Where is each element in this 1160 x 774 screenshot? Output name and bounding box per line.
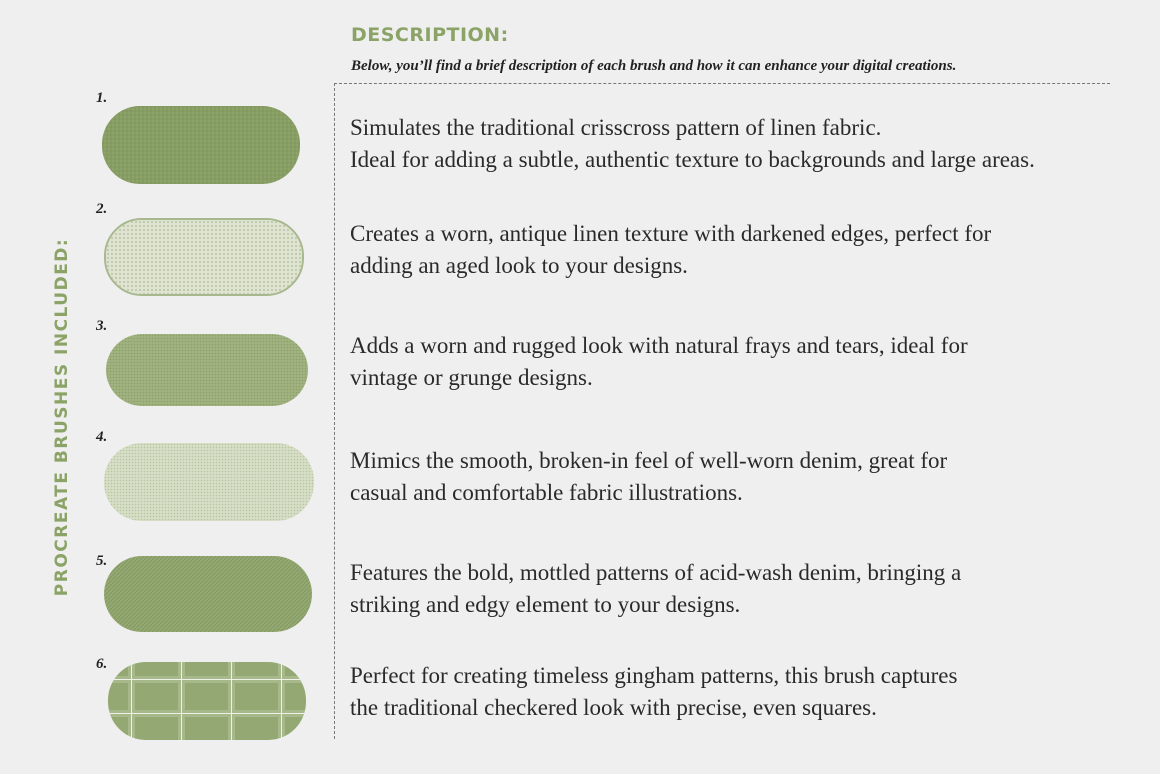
brush-swatch-frayed [106,334,308,406]
brush-description-line: casual and comfortable fabric illustrations. [350,480,743,505]
side-title: PROCREATE BRUSHES INCLUDED: [52,237,72,597]
brush-swatch-acid-wash [104,556,312,632]
brush-description-line: Simulates the traditional crisscross pattern of linen fabric. [350,115,882,140]
brush-description-line: Features the bold, mottled patterns of acid-wash denim, bringing a [350,560,962,585]
brush-description-line: Creates a worn, antique linen texture with darkened edges, perfect for [350,221,992,246]
brush-number: 1. [96,90,108,106]
description-subtitle: Below, you’ll find a brief description of each brush and how it can enhance your digital creations. [351,58,957,74]
brush-description-line: adding an aged look to your designs. [350,253,688,278]
brush-description-line: vintage or grunge designs. [350,365,593,390]
brush-description-line: Adds a worn and rugged look with natural frays and tears, ideal for [350,333,968,358]
brush-description-line: the traditional checkered look with precise, even squares. [350,695,877,720]
description-heading: DESCRIPTION: [351,24,509,46]
column-divider [334,83,335,739]
brush-number: 4. [96,429,108,445]
brush-description-line: striking and edgy element to your designs. [350,592,741,617]
brush-number: 3. [96,318,108,334]
brush-description-line: Perfect for creating timeless gingham patterns, this brush captures [350,663,958,688]
brush-description-line: Ideal for adding a subtle, authentic texture to backgrounds and large areas. [350,147,1035,172]
brush-swatch-antique-linen [104,218,304,296]
brush-number: 6. [96,656,108,672]
brush-description-line: Mimics the smooth, broken-in feel of well-worn denim, great for [350,448,948,473]
header-divider [334,83,1110,84]
brush-number: 2. [96,201,108,217]
brush-swatch-worn-denim [104,443,314,521]
brush-swatch-gingham [108,662,306,740]
brush-swatch-linen [102,106,300,184]
brush-number: 5. [96,553,108,569]
